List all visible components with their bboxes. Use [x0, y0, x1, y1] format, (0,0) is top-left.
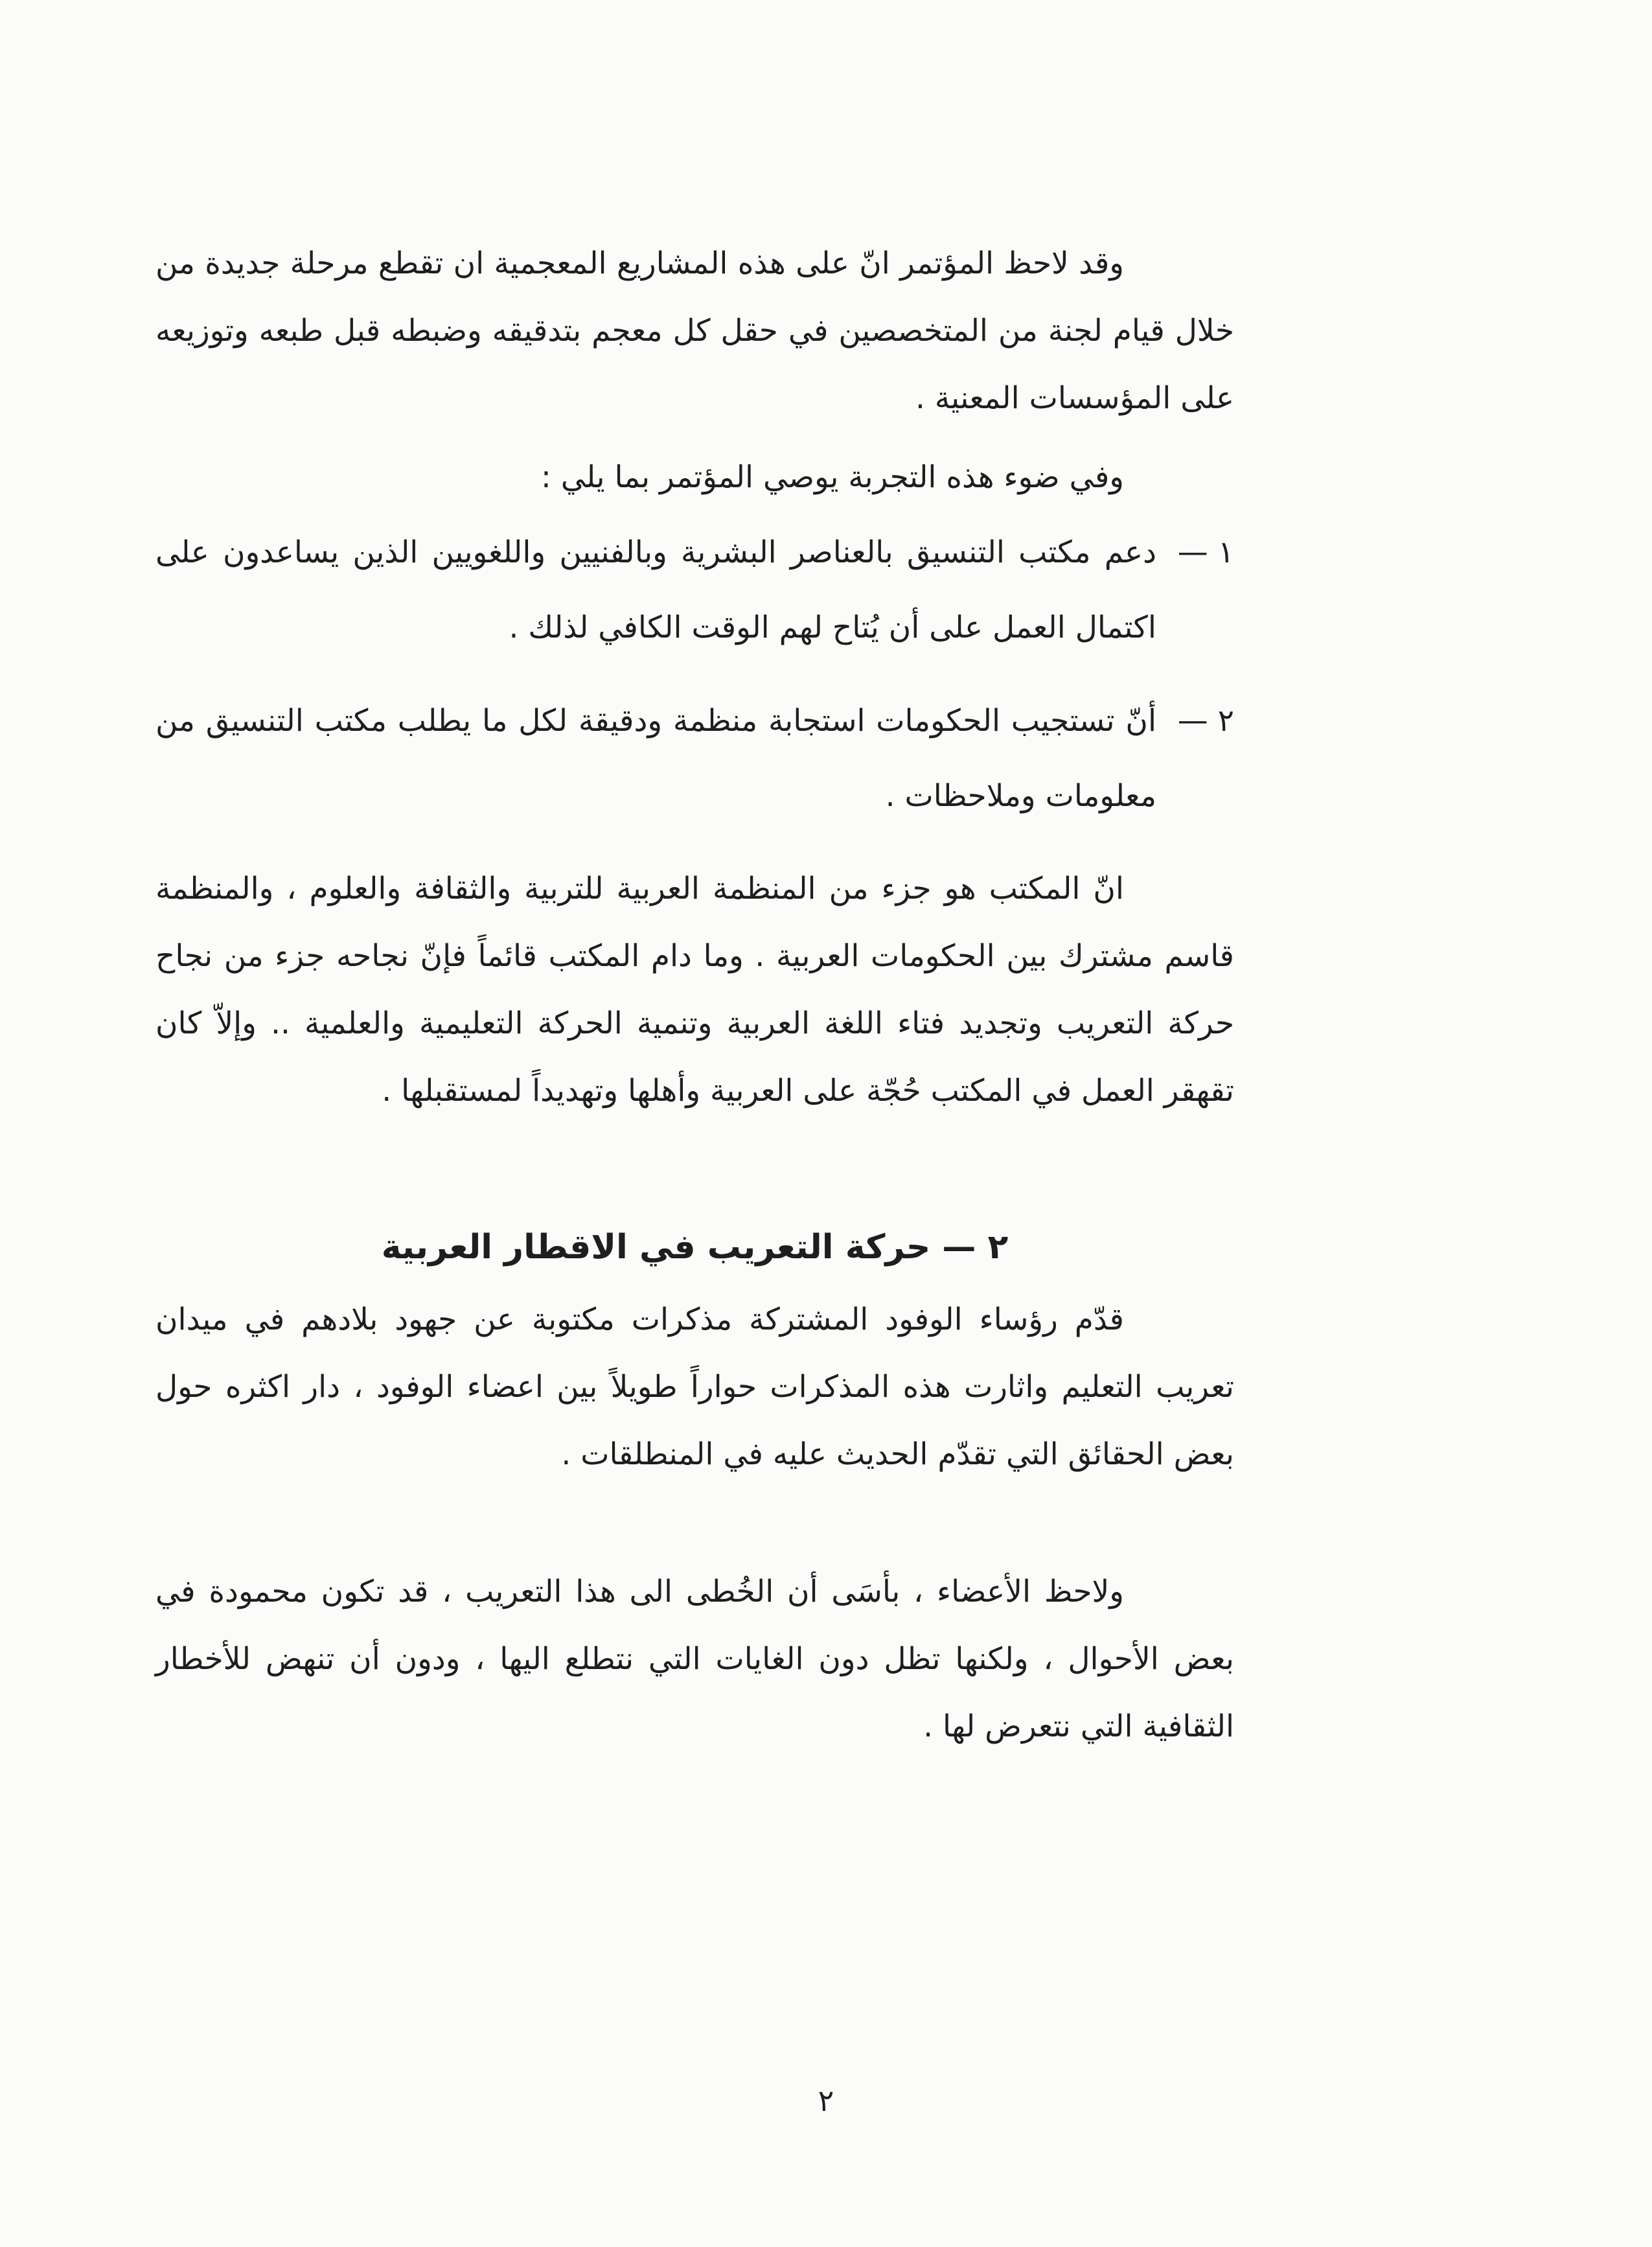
paragraph-dictionary-projects: وقد لاحظ المؤتمر انّ على هذه المشاريع المعجمية ان تقطع مرحلة جديدة من خلال قيام لجنة من المتخصصين في حقل كل معجم بتدقيقه وضبطه قبل طبعه وتوزيعه على المؤسسات المعنية .: [155, 246, 1234, 416]
recommendation-intro: وفي ضوء هذه التجربة يوصي المؤتمر بما يلي :: [540, 459, 1124, 495]
paragraph-members-observation: ولاحظ الأعضاء ، بأسَى أن الخُطى الى هذا التعريب ، قد تكون محمودة في بعض الأحوال ، ولكنها تظل دون الغايات التي نتطلع اليها ، ودون أن تنهض للأخطار الثقافية التي نتعرض لها .: [155, 1574, 1234, 1744]
recommendation-text: أنّ تستجيب الحكومات استجابة منظمة ودقيقة لكل ما يطلب مكتب التنسيق من معلومات وملاحظات .: [155, 703, 1156, 814]
recommendation-number: ٢ —: [1177, 703, 1234, 739]
recommendation-number: ١ —: [1177, 535, 1234, 570]
recommendation-item-1: [155, 515, 1234, 665]
recommendation-item-2: [155, 684, 1234, 834]
paragraph-delegations: قدّم رؤساء الوفود المشتركة مذكرات مكتوبة عن جهود بلادهم في ميدان تعريب التعليم واثارت هذه المذكرات حواراً طويلاً بين اعضاء الوفود ، دار اكثره حول بعض الحقائق التي تقدّم الحديث عليه في المنطلقات .: [155, 1302, 1234, 1472]
page-number: ٢: [818, 2083, 834, 2118]
paragraph-coordination-office: انّ المكتب هو جزء من المنظمة العربية للتربية والثقافة والعلوم ، والمنظمة قاسم مشترك بين الحكومات العربية . وما دام المكتب قائماً فإنّ نجاحه جزء من نجاح حركة التعريب وتجديد فتاء اللغة العربية وتنمية الحركة التعليمية والعلمية .. وإلاّ كان تقهقر العمل في المكتب حُجّة على العربية وأهلها وتهديداً لمستقبلها .: [155, 871, 1234, 1109]
recommendation-text: دعم مكتب التنسيق بالعناصر البشرية وبالفنيين واللغويين الذين يساعدون على اكتمال العمل على أن يُتاح لهم الوقت الكافي لذلك .: [155, 535, 1156, 645]
section-heading: ٢ — حركة التعريب في الاقطار العربية: [381, 1228, 1009, 1267]
